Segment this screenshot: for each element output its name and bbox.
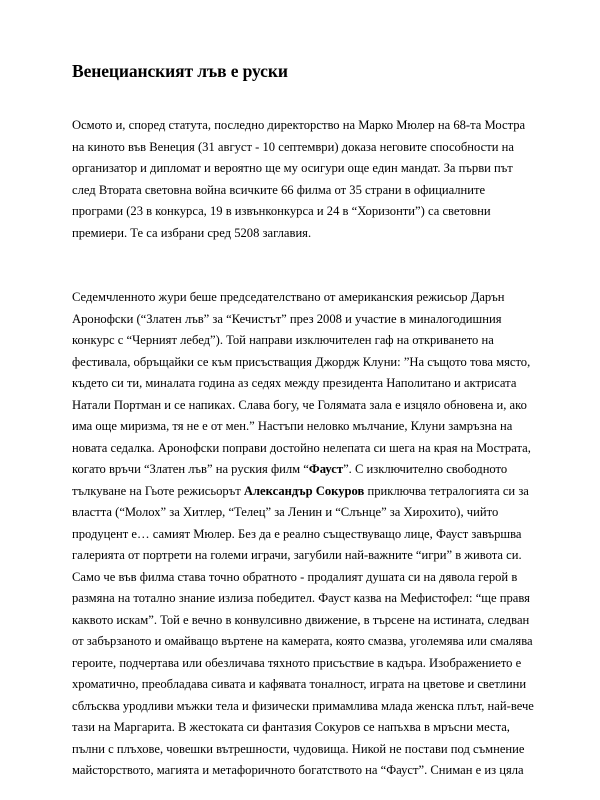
article-title: Венецианският лъв е руски <box>72 61 288 81</box>
paragraph-jury-text-a: Седемчленното жури беше председателствано от американския режисьор Дарън Аронофски (“Златен лъв” за “Кечистът” през 2008 и участие в миналогодишния конкурс с “Черният лебед”). Той направи изключителен гаф на откриването на фестивала, обръщайки се към присъстващия Джордж Клуни: ”На същото това място, където си ти, миналата година аз седях между президента Наполитано и актрисата Натали Портман и се напиках. Слава богу, че Голямата зала е изцяло обновена и, ако има още миризма, тя не е от мен.” Настъпи неловко мълчание, Клуни замръзна на новата седалка. Аронофски поправи достойно нелепата си шега на края на Мострата, когато връчи “Златен лъв” на руския филм “ <box>72 290 531 476</box>
film-title-faust: Фауст <box>308 462 344 476</box>
paragraph-jury-text-c: приключва тетралогията си за властта (“Молох” за Хитлер, “Телец” за Ленин и “Слънце” за Хирохито), чийто продуцент е… самият Мюлер. Без да е реално съществуващо лице, Фауст завършва галерията от портрети на големи играчи, загубили най-важните “игри” в живота си. Само че във филма става точно обратното - продалият душата си на дявола герой в размяна на тотално знание излиза победител. Фауст казва на Мефистофел: “ще правя каквото искам”. Той е вечно в конвулсивно движение, в търсене на истината, следван от забързаното и омайващо въртене на камерата, която смазва, уголемява или смалява героите, подчертава или обезличава тяхното присъствие в кадъра. Изображението е хроматично, преобладава сивата и кафявата тоналност, играта на цветове и светлини сблъсква уродливи мъжки тела и физически примамлива млада женска плът, най-вече тази на Маргарита. В жестоката си фантазия Сокуров се напъхва в мръсни места, пълни с плъхове, човешки вътрешности, чудовища. Никой не постави под съмнение майсторството, магията и метафоричното богатството на “Фауст”. Сниман е из цяла <box>72 483 534 777</box>
director-name: Александър Сокуров <box>243 483 365 498</box>
paragraph-jury-text-b: ”. С изключително свободното тълкуване на Гьоте режисьорът <box>72 462 508 498</box>
paragraph-intro: Осмото и, според статута, последно директорство на Марко Мюлер на 68-та Мостра на киното във Венеция (31 август - 10 септември) доказа неговите способности на организатор и дипломат и вероятно ще му осигури още един мандат. За първи път след Втората световна война всичките 66 филма от 35 страни в официалните програми (23 в конкурса, 19 в извънконкурса и 24 в “Хоризонти”) са световни премиери. Те са избрани сред 5208 заглавия. <box>72 118 526 240</box>
paragraph-jury <box>72 287 534 782</box>
document-page <box>72 60 534 782</box>
